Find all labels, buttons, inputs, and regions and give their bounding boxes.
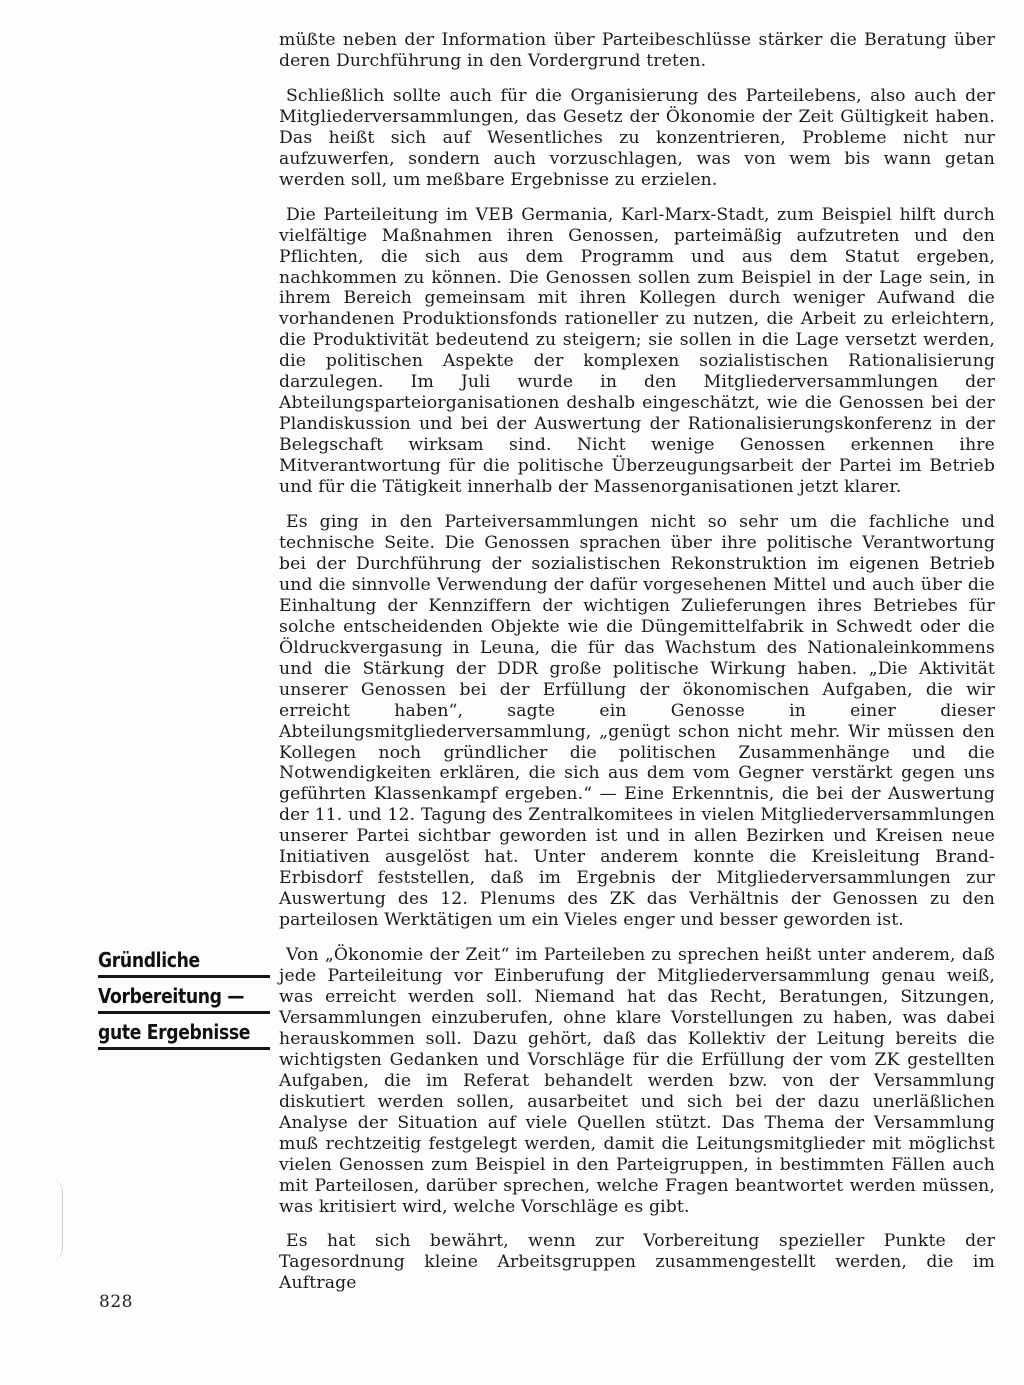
paragraph-4: Es ging in den Parteiversammlungen nicht so sehr um die fachliche und technische Seite. Die Genossen sprachen über ihre politische Verantwortung bei der Durchführung der sozialistischen Rekonstruktion im eigenen Betrieb und die sinnvolle Verwendung der dafür vorgesehenen Mittel und auch über die Einhaltung der Kennziffern der wichtigen Zulieferungen ihres Betriebes für solche entscheidenden Objekte wie die Düngemittelfabrik in Schwedt oder die Öldruckvergasung in Leuna, die für das Wachstum des Nationaleinkommens und die Stärkung der DDR große politische Wirkung haben. „Die Aktivität unserer Genossen bei der Erfüllung der ökonomischen Aufgaben, die wir erreicht haben“, sagte ein Genosse in einer dieser Abteilungsmitgliederversammlung, „genügt schon nicht mehr. Wir müssen den Kollegen noch gründlicher die politischen Zusammenhänge und die Notwendigkeiten erklären, die sich aus dem vom Gegner verstärkt gegen uns geführten Klassenkampf ergeben.“ — Eine Erkenntnis, die bei der Auswertung der 11. und 12. Tagung des Zentralkomitees in vielen Mitgliederversammlungen unserer Partei sichtbar geworden ist und in allen Bezirken und Kreisen neue Initiativen ausgelöst hat. Unter anderem konnte die Kreisleitung Brand-Erbisdorf feststellen, daß im Ergebnis der Mitgliederversammlungen zur Auswertung des 12. Plenums des ZK das Verhältnis der Genossen zu den parteilosen Werktätigen um ein Vieles enger und besser geworden ist. xyxy=(279,512,995,931)
margin-heading xyxy=(98,948,272,1056)
paragraph-3: Die Parteileitung im VEB Germania, Karl-Marx-Stadt, zum Beispiel hilft durch vielfältige Maßnahmen ihren Genossen, parteimäßig aufzutreten und den Pflichten, die sich aus dem Programm und aus dem Statut ergeben, nachkommen zu können. Die Genossen sollen zum Beispiel in der Lage sein, in ihrem Bereich gemeinsam mit ihren Kollegen durch weniger Aufwand die vorhandenen Produktionsfonds rationeller zu nutzen, die Arbeit zu erleichtern, die Produktivität bedeutend zu steigern; sie sollen in die Lage versetzt werden, die politischen Aspekte der komplexen sozialistischen Rationalisierung darzulegen. Im Juli wurde in den Mitgliederversammlungen der Abteilungsparteiorganisationen deshalb eingeschätzt, wie die Genossen bei der Plandiskussion und bei der Auswertung der Rationalisierungskonferenz in der Belegschaft wirksam sind. Nicht wenige Genossen erkennen ihre Mitverantwortung für die politische Überzeugungsarbeit der Partei im Betrieb und für die Tätigkeit innerhalb der Massenorganisationen jetzt klarer. xyxy=(279,204,995,498)
page-number: 828 xyxy=(99,1292,133,1312)
margin-heading-line-3: gute Ergebnisse xyxy=(98,1020,251,1044)
paragraph-6: Es hat sich bewährt, wenn zur Vorbereitung spezieller Punkte der Tagesordnung kleine Arbeitsgruppen zusammengestellt werden, die im Auftrage xyxy=(279,1231,995,1294)
scan-margin-mark xyxy=(52,1180,63,1260)
heading-rule-2 xyxy=(98,1011,270,1014)
paragraph-2: Schließlich sollte auch für die Organisierung des Parteilebens, also auch der Mitgliederversammlungen, das Gesetz der Ökonomie der Zeit Gültigkeit haben. Das heißt sich auf Wesentliches zu konzentrieren, Probleme nicht nur aufzuwerfen, sondern auch vorzuschlagen, was von wem bis wann getan werden soll, um meßbare Ergebnisse zu erzielen. xyxy=(279,85,995,190)
paragraph-1: müßte neben der Information über Parteibeschlüsse stärker die Beratung über deren Durchführung in den Vordergrund treten. xyxy=(279,30,995,71)
margin-heading-line-2: Vorbereitung — xyxy=(98,984,245,1008)
paragraph-5: Von „Ökonomie der Zeit“ im Parteileben zu sprechen heißt unter anderem, daß jede Parteileitung vor Einberufung der Mitgliederversammlung genau weiß, was erreicht werden soll. Niemand hat das Recht, Beratungen, Sitzungen, Versammlungen einzuberufen, ohne klare Vorstellungen zu haben, was dabei herauskommen soll. Dazu gehört, daß das Kollektiv der Leitung bereits die wichtigsten Gedanken und Vorschläge für die Erfüllung der vom ZK gestellten Aufgaben, die im Referat behandelt werden bzw. von der Versammlung diskutiert werden sollen, ausarbeitet und sich bei der dazu unerläßlichen Analyse der Situation auf viele Quellen stützt. Das Thema der Versammlung muß rechtzeitig festgelegt werden, damit die Leitungsmitglieder mit möglichst vielen Genossen zum Beispiel in den Parteigruppen, in bestimmten Fällen auch mit Parteilosen, darüber sprechen, welche Fragen beantwortet werden müssen, was kritisiert wird, welche Vorschläge es gibt. xyxy=(279,945,995,1217)
heading-rule-3 xyxy=(98,1047,270,1050)
heading-rule-1 xyxy=(98,975,270,978)
margin-heading-line-1: Gründliche xyxy=(98,948,200,972)
main-text-column xyxy=(279,30,995,1308)
